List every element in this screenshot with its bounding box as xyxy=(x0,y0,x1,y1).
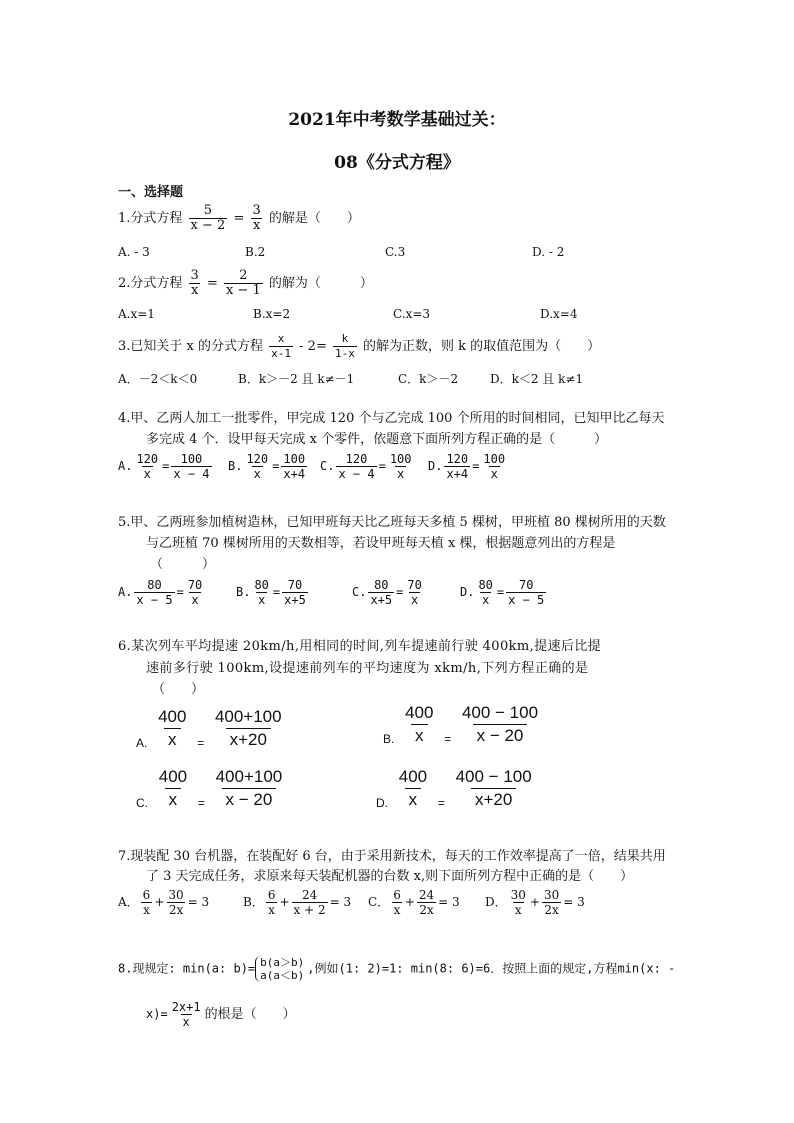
q3-middle: - 2= xyxy=(299,339,327,354)
q2-option-a: A.x=1 xyxy=(118,307,155,321)
q6-line-1: 6.某次列车平均提速 20km/h,用相同的时间,列车提速前行驶 400km,提速后比提 xyxy=(118,639,602,654)
q2-suffix: 的解为（ ） xyxy=(268,276,373,291)
q4-option-a: A. $\frac{120}{x}$ = $\frac{100}{x - 4}$ xyxy=(118,452,210,481)
q1-option-d: D. - 2 xyxy=(532,245,565,259)
q4-line-1: 4.甲、乙两人加工一批零件，甲完成 120 个与乙完成 100 个所用的时间相同，已知甲比乙每天 xyxy=(118,411,665,426)
q2-option-c: C.x=3 xyxy=(393,307,431,321)
q6-option-a: $_{A.}$ $\frac{400}{x}$ $_=$ $\frac{400+100}{x+20}$ xyxy=(136,707,282,750)
q6-line-3: （ ） xyxy=(152,682,205,697)
q3-fraction-2: $\frac{k}{1-x}$ xyxy=(335,332,355,360)
q4-option-b: B. $\frac{120}{x}$ = $\frac{100}{x+4}$ xyxy=(228,452,306,481)
q3-option-d: D．k＜2 且 k≠1 xyxy=(490,372,584,386)
question-8 xyxy=(118,956,675,982)
q4-line-2: 多完成 4 个．设甲每天完成 x 个零件，依题意下面所列方程正确的是（ ） xyxy=(146,432,608,447)
q3-fraction-1: $\frac{x}{x-1}$ xyxy=(271,332,292,360)
q7-line-1: 7.现装配 30 台机器，在装配好 6 台，由于采用新技术，每天的工作效率提高了一倍，结果共用 xyxy=(118,849,666,864)
section-heading: 一、选择题 xyxy=(118,185,184,200)
q6-option-d: $_{D.}$ $\frac{400}{x}$ $_=$ $\frac{400 - 100}{x+20}$ xyxy=(376,767,532,810)
q7-option-d: D． $\frac{30}{x}$ + $\frac{30}{2x}$ = 3 xyxy=(485,888,585,917)
q5-line-3: （ ） xyxy=(150,557,216,572)
q3-option-a: A．－2＜k＜0 xyxy=(118,372,198,386)
q5-option-c: C. $\frac{80}{x+5}$ = $\frac{70}{x}$ xyxy=(352,578,422,607)
q3-option-c: C．k＞－2 xyxy=(398,372,459,386)
q8-prefix: 8.现规定: min(a: b)= xyxy=(118,961,256,976)
q2-fraction-1: $\frac{3}{x}$ xyxy=(190,268,199,298)
q1-option-a: A. - 3 xyxy=(118,245,150,259)
q2-equals: = xyxy=(206,276,218,291)
q2-option-d: D.x=4 xyxy=(540,307,578,321)
q1-option-b: B.2 xyxy=(245,245,266,259)
q5-line-2: 与乙班植 70 棵树所用的天数相等，若设甲班每天植 x 棵，根据题意列出的方程是 xyxy=(146,536,616,551)
q7-option-a: A． $\frac{6}{x}$ + $\frac{30}{2x}$ = 3 xyxy=(118,888,210,917)
q6-line-2: 速前多行驶 100km,设提速前列车的平均速度为 xkm/h,下列方程正确的是 xyxy=(146,661,589,676)
q2-option-b: B.x=2 xyxy=(253,307,291,321)
q3-option-b: B．k＞－2 且 k≠－1 xyxy=(238,372,355,386)
q3-suffix: 的解为正数，则 k 的取值范围为（ ） xyxy=(363,339,601,354)
question-1 xyxy=(118,204,360,233)
q1-suffix: 的解是（ ） xyxy=(268,211,360,226)
question-2 xyxy=(118,269,373,298)
q5-option-d: D. $\frac{80}{x}$ = $\frac{70}{x - 5}$ xyxy=(460,578,545,607)
q2-fraction-2: $\frac{2}{x - 1}$ xyxy=(226,268,261,298)
q8-piecewise: b(a＞b) a(a＜b) xyxy=(255,956,307,982)
page-title: 2021年中考数学基础过关： xyxy=(288,110,506,130)
q3-prefix: 3.已知关于 x 的分式方程 xyxy=(118,339,263,354)
question-3 xyxy=(118,332,600,361)
q4-option-d: D. $\frac{120}{x+4}$ = $\frac{100}{x}$ xyxy=(428,452,506,481)
q7-line-2: 了 3 天完成任务，求原来每天装配机器的台数 x,则下面所列方程中正确的是（ ） xyxy=(146,869,634,884)
q8-line2-suffix: 的根是（ ） xyxy=(204,1007,296,1022)
q5-option-b: B. $\frac{80}{x}$ = $\frac{70}{x+5}$ xyxy=(236,578,306,607)
q1-option-c: C.3 xyxy=(385,245,406,259)
q4-option-c: C. $\frac{120}{x - 4}$ = $\frac{100}{x}$ xyxy=(320,452,412,481)
q7-option-c: C． $\frac{6}{x}$ + $\frac{24}{2x}$ = 3 xyxy=(368,888,460,917)
q1-prefix: 1.分式方程 xyxy=(118,211,183,226)
q1-fraction-2: $\frac{3}{x}$ xyxy=(252,203,261,233)
q1-equals: = xyxy=(233,211,245,226)
q8-fraction: $\frac{2x+1}{x}$ xyxy=(171,1000,201,1029)
q2-prefix: 2.分式方程 xyxy=(118,276,183,291)
q8-rest: ,例如(1: 2)=1: min(8: 6)=6．按照上面的规定,方程min(x: - xyxy=(307,961,676,976)
question-8-line-2 xyxy=(146,1000,296,1029)
page-subtitle: 08《分式方程》 xyxy=(334,153,460,173)
q6-option-c: $_{C.}$ $\frac{400}{x}$ $_=$ $\frac{400+100}{x - 20}$ xyxy=(136,767,283,810)
q6-option-b: $_{B.}$ $\frac{400}{x}$ $_=$ $\frac{400 - 100}{x - 20}$ xyxy=(383,703,539,746)
q1-fraction-1: $\frac{5}{x - 2}$ xyxy=(190,203,226,233)
q7-option-b: B． $\frac{6}{x}$ + $\frac{24}{x + 2}$ = 3 xyxy=(243,888,352,917)
q5-option-a: A. $\frac{80}{x - 5}$ = $\frac{70}{x}$ xyxy=(118,578,203,607)
q5-line-1: 5.甲、乙两班参加植树造林，已知甲班每天比乙班每天多植 5 棵树，甲班植 80 棵树所用的天数 xyxy=(118,515,666,530)
q8-line2-prefix: x)= xyxy=(146,1007,168,1021)
